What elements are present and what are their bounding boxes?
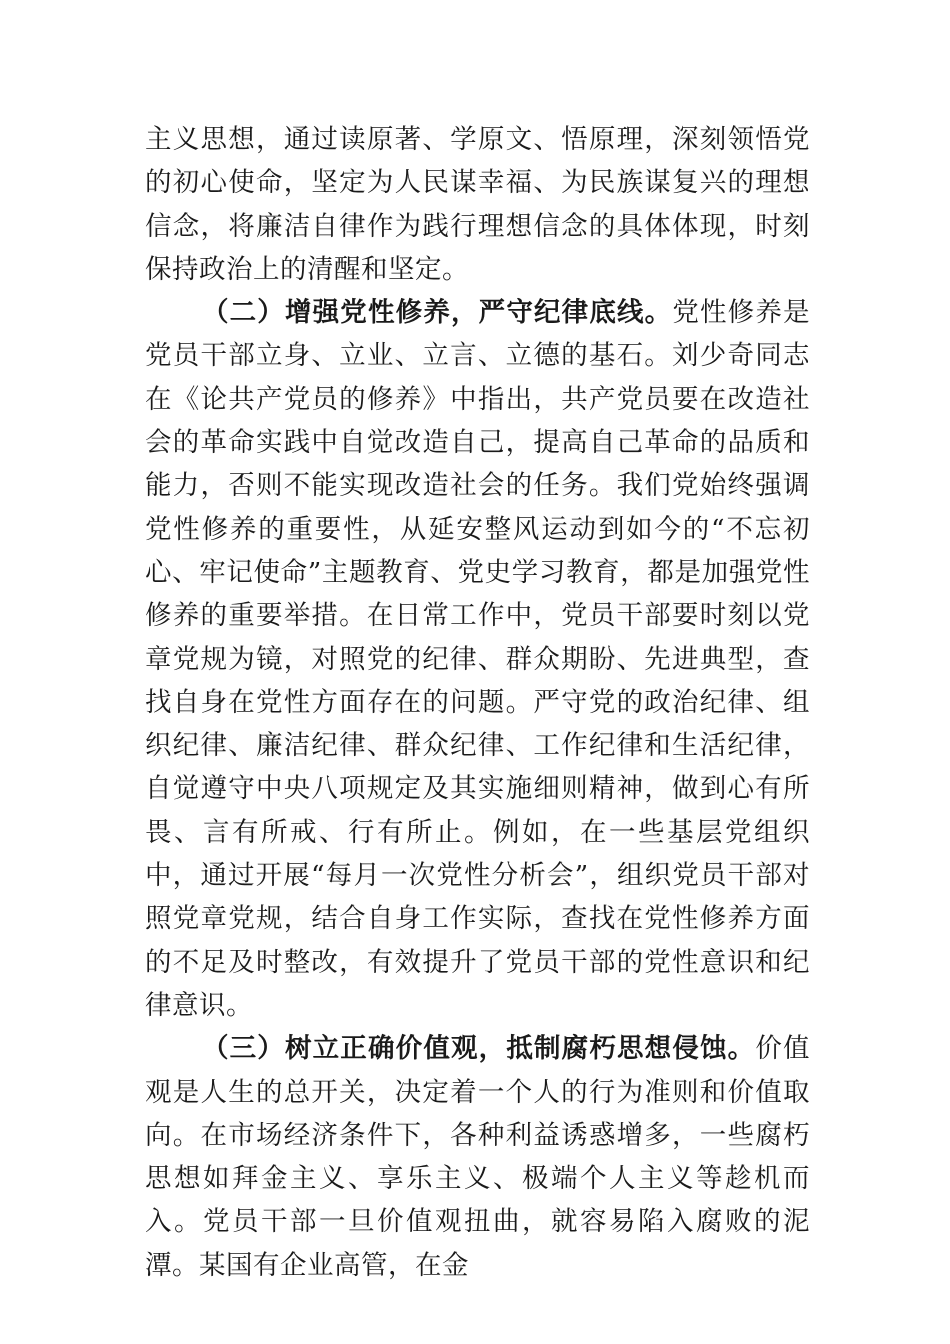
paragraph-continuation xyxy=(145,118,810,291)
paragraph-party-spirit xyxy=(145,291,810,1027)
paragraph-text: 主义思想，通过读原著、学原文、悟原理，深刻领悟党的初心使命，坚定为人民谋幸福、为民族谋复兴的理想信念，将廉洁自律作为践行理想信念的具体体现，时刻保持政治上的清醒和坚定。 xyxy=(145,124,810,285)
paragraph-values xyxy=(145,1027,810,1287)
paragraph-text: 党性修养是党员干部立身、立业、立言、立德的基石。刘少奇同志在《论共产党员的修养》中指出，共产党员要在改造社会的革命实践中自觉改造自己，提高自己革命的品质和能力，否则不能实现改造社会的任务。我们党始终强调党性修养的重要性，从延安整风运动到如今的“不忘初心、牢记使命”主题教育、党史学习教育，都是加强党性修养的重要举措。在日常工作中，党员干部要时刻以党章党规为镜，对照党的纪律、群众期盼、先进典型，查找自身在党性方面存在的问题。严守党的政治纪律、组织纪律、廉洁纪律、群众纪律、工作纪律和生活纪律，自觉遵守中央八项规定及其实施细则精神，做到心有所畏、言有所戒、行有所止。例如，在一些基层党组织中，通过开展“每月一次党性分析会”，组织党员干部对照党章党规，结合自身工作实际，查找在党性修养方面的不足及时整改，有效提升了党员干部的党性意识和纪律意识。 xyxy=(145,297,811,1021)
section-heading-3: （三）树立正确价值观，抵制腐朽思想侵蚀。 xyxy=(201,1033,756,1065)
document-page xyxy=(145,118,810,1287)
paragraph-text: 价值观是人生的总开关，决定着一个人的行为准则和价值取向。在市场经济条件下，各种利益诱惑增多，一些腐朽思想如拜金主义、享乐主义、极端个人主义等趁机而入。党员干部一旦价值观扭曲，就容易陷入腐败的泥潭。某国有企业高管，在金 xyxy=(145,1033,811,1281)
section-heading-2: （二）增强党性修养，严守纪律底线。 xyxy=(201,297,673,329)
